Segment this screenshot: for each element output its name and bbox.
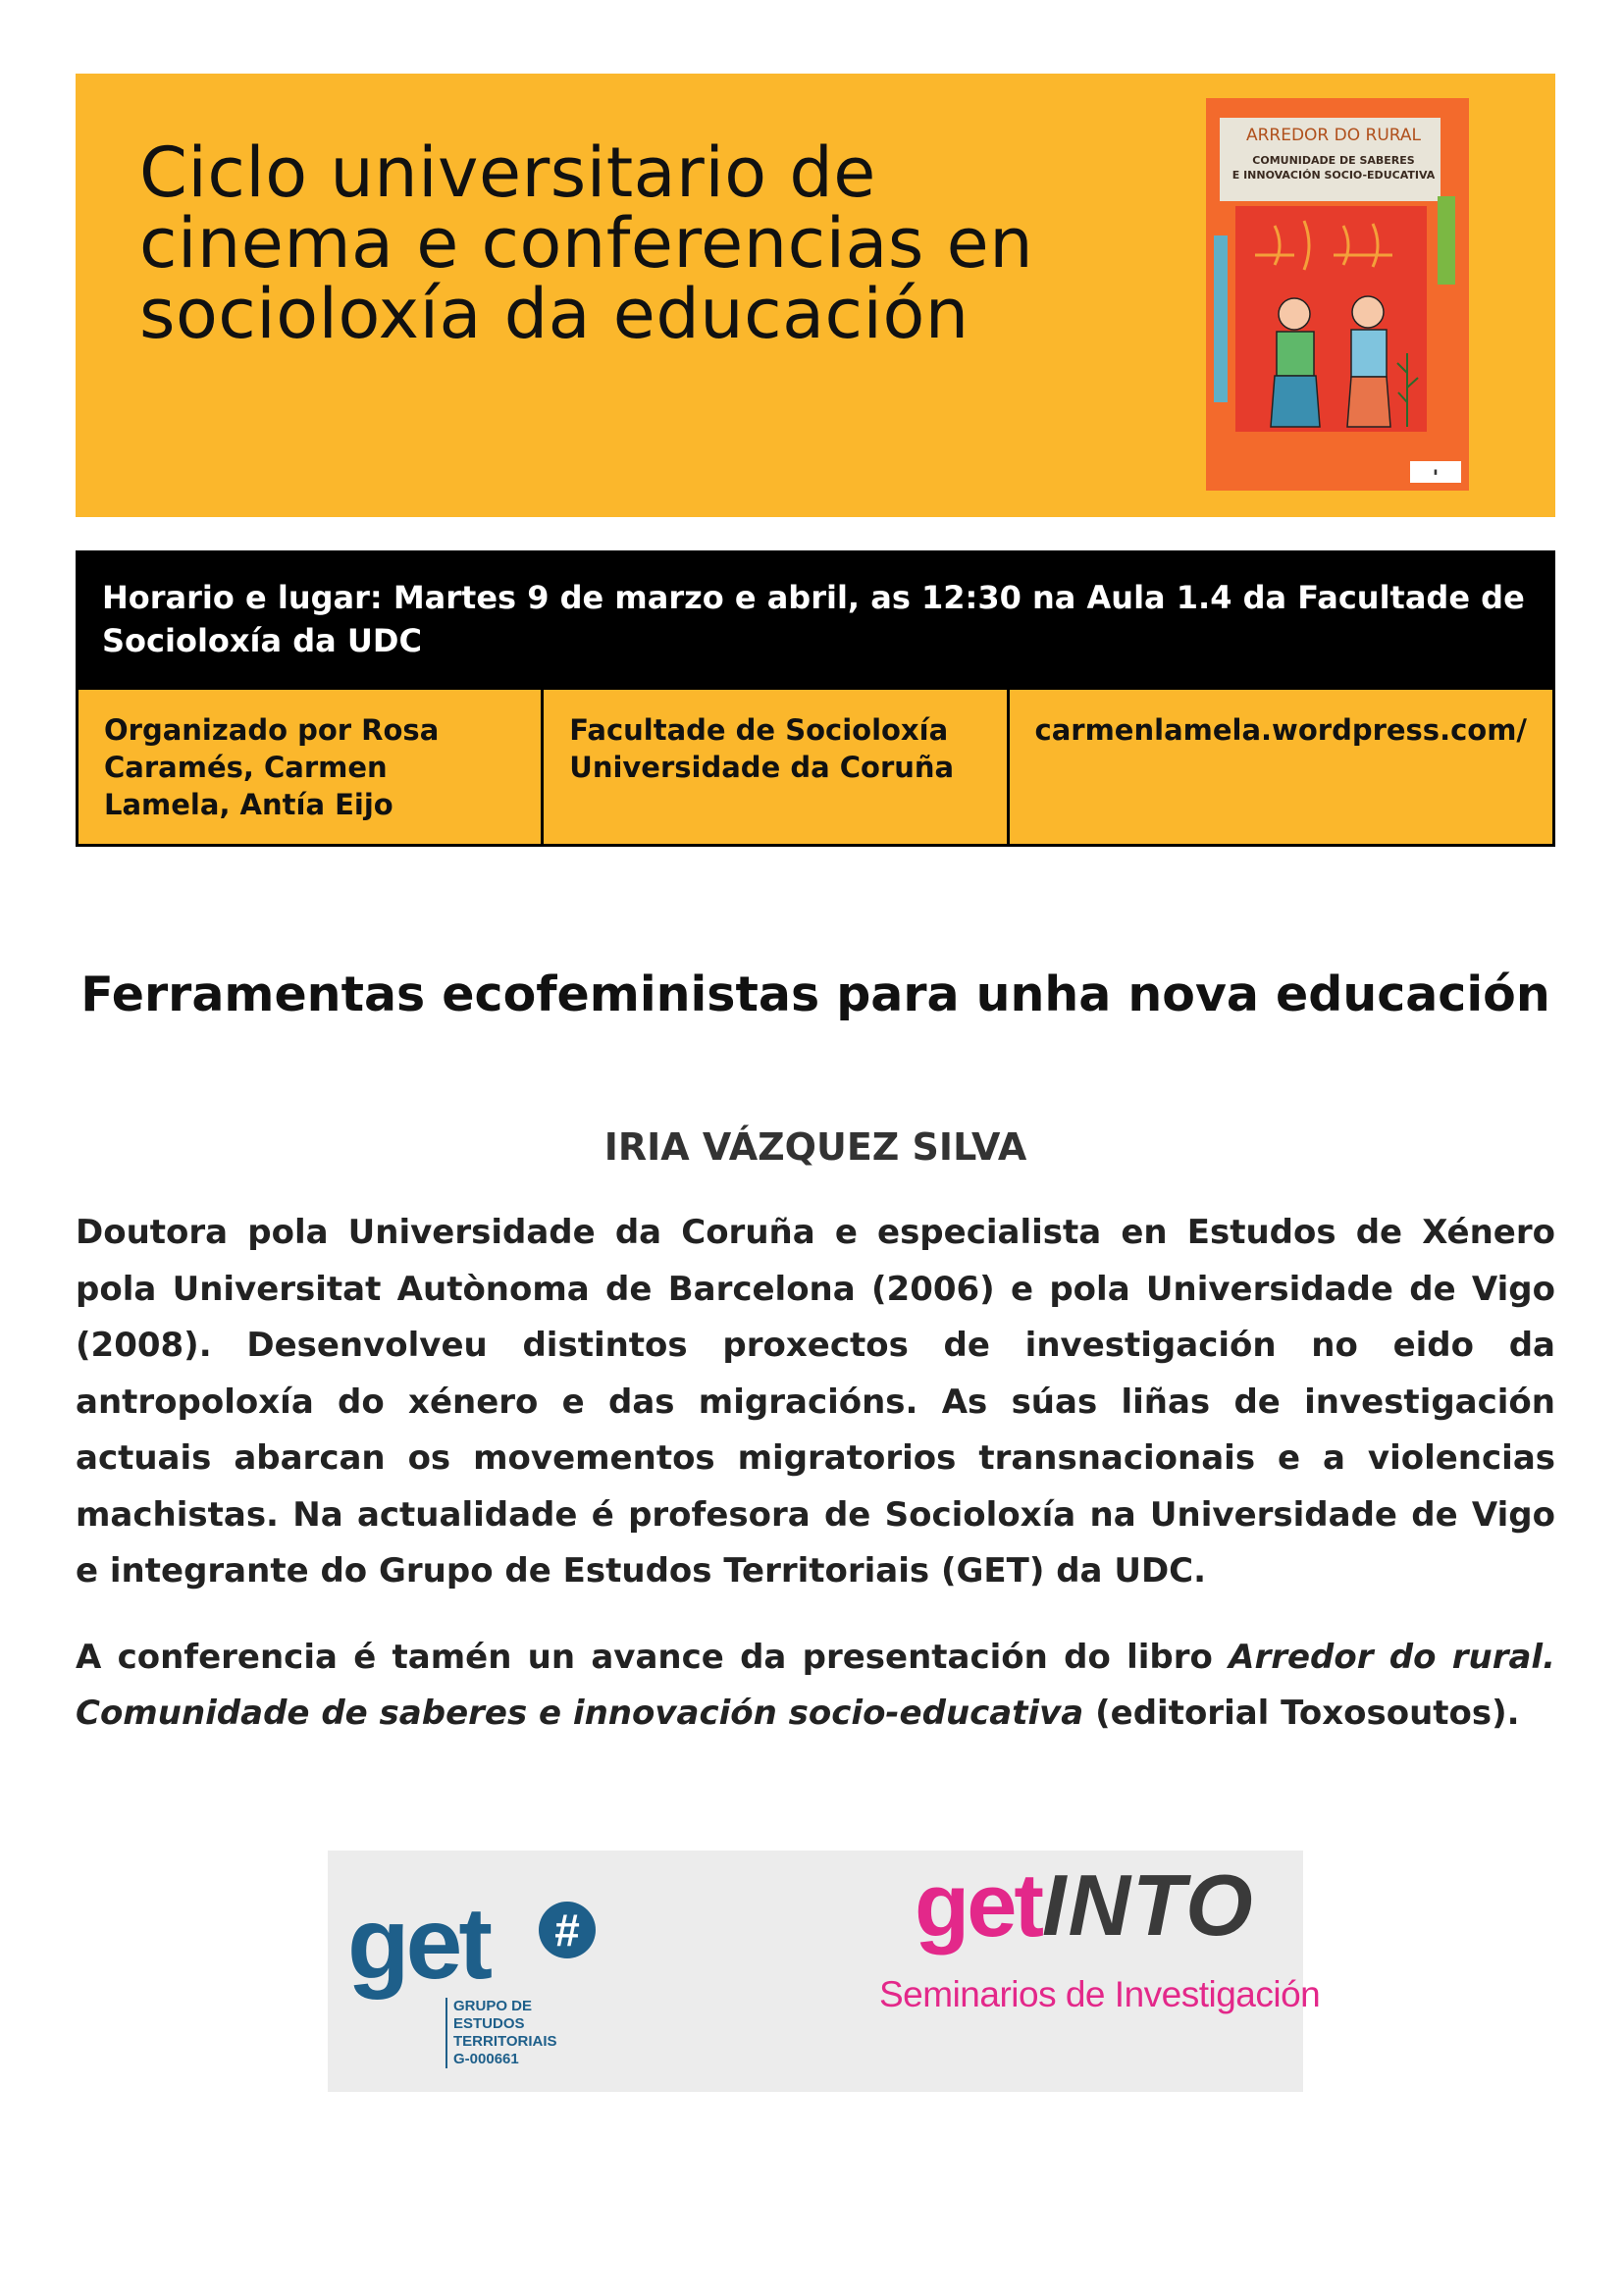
- header-banner: [76, 74, 1555, 517]
- organizers-text: Organizado por Rosa Caramés, Carmen Lamela, Antía Eijo: [104, 713, 440, 821]
- hash-icon: #: [539, 1902, 596, 1958]
- book-note-paragraph: A conferencia é tamén un avance da presentación do libro Arredor do rural. Comunidade de saberes e innovación socio-educativa (editorial Toxosoutos).: [76, 1637, 1555, 1733]
- schedule-text: Horario e lugar: Martes 9 de marzo e abril, as 12:30 na Aula 1.4 da Facultade de Socioloxía da UDC: [76, 550, 1555, 690]
- website-link[interactable]: carmenlamela.wordpress.com/: [1007, 690, 1552, 844]
- speaker-bio: [76, 1205, 1555, 1743]
- seminars-label: Seminarios de Investigación: [879, 1974, 1321, 2014]
- speaker-name: IRIA VÁZQUEZ SILVA: [603, 1125, 1027, 1169]
- series-title: Ciclo universitario de cinema e conferencias en socioloxía da educación: [139, 132, 1034, 354]
- book-cover-subtitle: COMUNIDADE DE SABERES E INNOVACIÓN SOCIO-EDUCATIVA: [1231, 154, 1436, 182]
- book-cover-title: ARREDOR DO RURAL: [1245, 126, 1422, 145]
- book-title: Arredor do rural. Comunidade de saberes e innovación socio-educativa: [76, 1637, 1555, 1733]
- book-cover-image: [1206, 98, 1469, 491]
- getinto-logo: get INTO Seminarios de Investigación: [879, 1855, 1321, 2014]
- two-women-illustration: [1235, 206, 1427, 432]
- get-logo: get # GRUPO DE ESTUDOS TERRITORIAIS G-000661: [347, 1890, 593, 2066]
- event-info-box: [76, 550, 1555, 847]
- venue-text: Facultade de Socioloxía Universidade da Coruña: [541, 690, 1006, 844]
- sponsor-logos: [328, 1851, 1321, 2092]
- bio-paragraph: Doutora pola Universidade da Coruña e especialista en Estudos de Xénero pola Universitat Autònoma de Barcelona (2006) e pola Universidade de Vigo (2008). Desenvolveu distintos proxectos de investigación no eido da antropoloxía do xénero e das migracións. As súas liñas de investigación actuais abarcan os movementos migratorios transnacionais e a violencias machistas. Na actualidade é profesora de Socioloxía na Universidade de Vigo e integrante do Grupo de Estudos Territoriais (GET) da UDC.: [76, 1213, 1555, 1591]
- publisher-logo: ▮: [1410, 461, 1461, 483]
- talk-title: Ferramentas ecofeministas para unha nova educación: [80, 966, 1550, 1022]
